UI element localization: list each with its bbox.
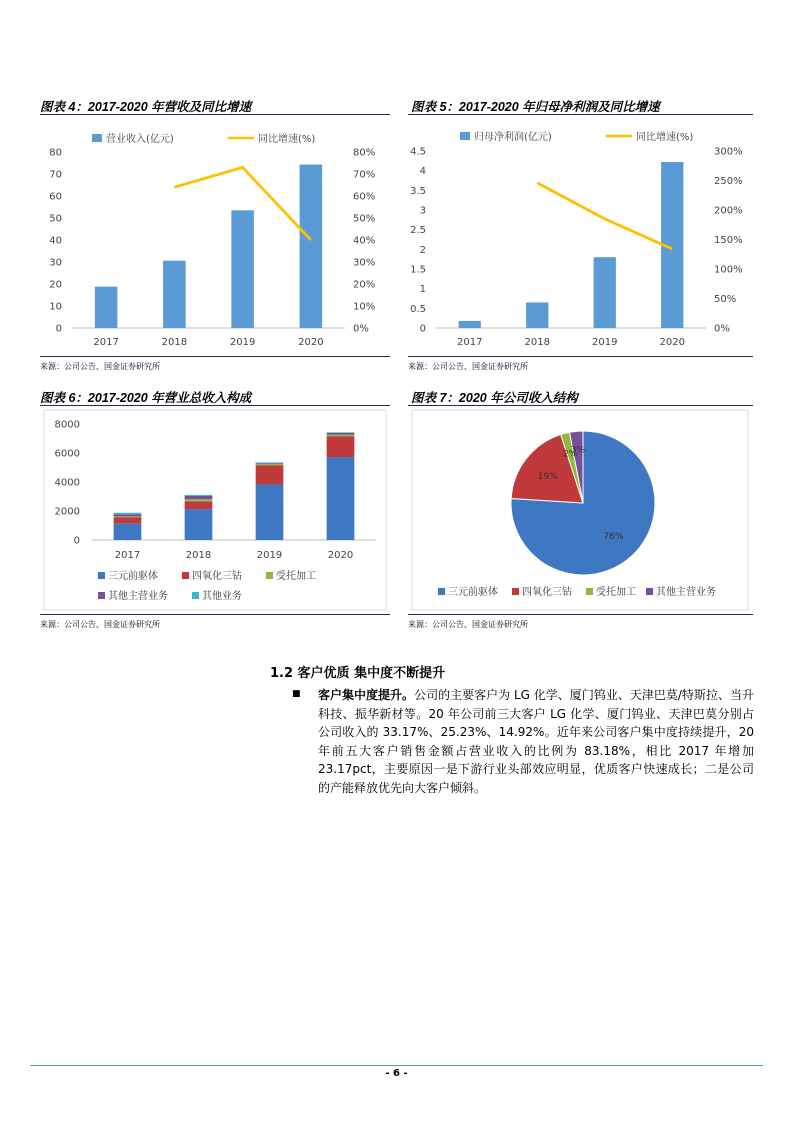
fig6-legend-swatch: [98, 572, 105, 579]
fig6-segment: [256, 462, 284, 463]
fig6-segment: [114, 523, 142, 540]
fig4-yleft-tick: 10: [49, 301, 62, 313]
fig6-legend-label: 四氧化三钴: [192, 571, 242, 582]
fig6-legend-label: 受托加工: [276, 571, 316, 582]
fig4-bar: [95, 287, 118, 328]
fig6-segment: [256, 465, 284, 484]
paragraph-body: 公司的主要客户为 LG 化学、厦门钨业、天津巴莫/特斯拉、当升科技、振华新材等。20 年公司前三大客户 LG 化学、厦门钨业、天津巴莫分别占公司收入的 33.17%、25.23%、14.92%。近年来公司客户集中度持续提升，20 年前五大客户销售金额占营业收入的比例为 83.18%，相比 2017 年增加 23.17pct，主要原因一是下游行业头部效应明显，优质客户快速成长；二是公司的产能释放优先向大客户倾斜。: [318, 688, 754, 795]
fig4-yright-tick: 50%: [353, 213, 376, 225]
fig5-x-tick: 2020: [659, 337, 685, 348]
fig5-yright-tick: 150%: [714, 235, 743, 246]
fig4-yright-tick: 20%: [353, 279, 376, 291]
fig4-top-rule: [40, 114, 390, 115]
fig5-title: 图表 5：2017-2020 年归母净利润及同比增速: [411, 100, 660, 114]
fig6-source: 来源：公司公告、国金证券研究所: [40, 620, 160, 629]
fig5-yright-tick: 50%: [714, 294, 737, 305]
fig6-top-rule: [40, 405, 390, 406]
fig5-yleft-tick: 4.5: [410, 146, 426, 158]
fig5-x-tick: 2017: [457, 337, 483, 348]
fig4-yright-tick: 0%: [353, 323, 369, 335]
fig4-yright-tick: 10%: [353, 301, 376, 313]
fig4-x-tick: 2018: [161, 337, 188, 348]
fig4-x-tick: 2017: [93, 337, 119, 348]
fig7-legend-label: 三元前驱体: [448, 587, 498, 598]
fig4-legend-bar: 营业收入(亿元): [106, 134, 174, 145]
fig7-chart: [408, 407, 753, 611]
fig4-yright-tick: 80%: [353, 147, 376, 159]
fig6-legend-label: 三元前驱体: [108, 571, 158, 582]
fig4-bottom-rule: [40, 356, 390, 357]
fig5-chart: [408, 118, 753, 354]
fig7-slice-label: 2%: [562, 449, 578, 460]
fig6-segment: [327, 432, 355, 433]
fig7-legend-label: 受托加工: [596, 587, 636, 598]
fig6-x-tick: 2019: [256, 550, 283, 561]
section-heading: 1.2 客户优质 集中度不断提升: [270, 666, 446, 681]
fig5-bar: [526, 302, 548, 328]
fig6-segment: [114, 513, 142, 514]
fig6-legend-swatch: [266, 572, 273, 579]
fig4-x-tick: 2020: [298, 337, 324, 348]
fig4-yleft-tick: 0: [55, 323, 62, 335]
fig7-top-rule: [408, 405, 753, 406]
fig7-slice-label: 3%: [570, 445, 586, 456]
fig5-yleft-tick: 3.5: [410, 185, 426, 197]
fig6-y-tick: 8000: [54, 419, 80, 431]
fig6-legend-swatch: [182, 572, 189, 579]
fig6-segment: [185, 496, 213, 499]
fig4-x-tick: 2019: [229, 337, 256, 348]
bullet-marker: ■: [292, 689, 301, 699]
fig4-yright-tick: 40%: [353, 235, 376, 247]
fig6-segment: [256, 464, 284, 465]
fig4-bar: [300, 165, 323, 328]
fig6-legend-label: 其他业务: [202, 591, 242, 602]
fig6-x-tick: 2020: [327, 550, 354, 561]
fig4-legend-line: 同比增速(%): [258, 134, 316, 145]
fig7-bottom-rule: [408, 614, 753, 615]
fig5-yright-tick: 300%: [714, 146, 743, 158]
fig5-legend-line: 同比增速(%): [636, 132, 694, 143]
fig6-segment: [327, 435, 355, 437]
fig7-source: 来源：公司公告、国金证券研究所: [408, 620, 528, 629]
footer-rule: [30, 1065, 763, 1066]
fig5-top-rule: [408, 114, 753, 115]
fig5-yleft-tick: 3: [419, 205, 426, 217]
fig5-yleft-tick: 0: [419, 323, 426, 335]
fig7-slice-label: 19%: [537, 472, 558, 483]
fig5-bar: [594, 257, 616, 328]
fig6-legend-label: 其他主营业务: [108, 591, 168, 602]
fig5-yleft-tick: 1.5: [410, 264, 426, 276]
fig5-yright-tick: 0%: [714, 323, 730, 335]
fig7-legend-label: 其他主营业务: [656, 587, 716, 598]
fig4-bar: [163, 261, 186, 328]
fig5-x-tick: 2019: [592, 337, 618, 348]
fig7-legend-label: 四氧化三钴: [522, 587, 572, 598]
fig6-bottom-rule: [40, 614, 390, 615]
fig6-segment: [327, 433, 355, 435]
fig5-yright-tick: 100%: [714, 264, 743, 276]
fig6-segment: [327, 457, 355, 540]
fig5-yleft-tick: 0.5: [410, 303, 426, 315]
fig6-x-tick: 2018: [185, 550, 212, 561]
fig5-x-tick: 2018: [524, 337, 550, 348]
fig5-yleft-tick: 4: [419, 166, 426, 178]
fig6-legend-swatch: [192, 592, 199, 599]
fig4-yright-tick: 60%: [353, 191, 376, 203]
fig4-source: 来源：公司公告、国金证券研究所: [40, 362, 160, 371]
fig4-yleft-tick: 20: [49, 279, 62, 291]
fig5-bottom-rule: [408, 356, 753, 357]
fig6-title: 图表 6：2017-2020 年营业总收入构成: [40, 391, 252, 405]
fig7-legend-swatch: [512, 588, 519, 595]
fig6-segment: [114, 517, 142, 523]
fig4-yleft-tick: 40: [49, 235, 62, 247]
fig4-yleft-tick: 70: [49, 169, 62, 181]
fig6-y-tick: 0: [73, 535, 80, 547]
fig5-yleft-tick: 1: [419, 284, 426, 296]
fig5-yright-tick: 200%: [714, 205, 743, 217]
fig4-yright-tick: 70%: [353, 169, 376, 181]
fig6-chart: [40, 407, 390, 611]
fig5-source: 来源：公司公告、国金证券研究所: [408, 362, 528, 371]
fig5-legend-bar: 归母净利润(亿元): [474, 132, 552, 143]
fig6-segment: [185, 501, 213, 509]
fig4-yleft-tick: 60: [49, 191, 62, 203]
fig5-bar: [459, 321, 481, 328]
fig7-legend-swatch: [438, 588, 445, 595]
fig6-segment: [185, 509, 213, 540]
fig6-segment: [256, 484, 284, 540]
fig5-yright-tick: 250%: [714, 176, 743, 187]
fig5-yleft-tick: 2.5: [410, 225, 426, 237]
fig7-legend-swatch: [646, 588, 653, 595]
fig4-yleft-tick: 30: [49, 257, 62, 269]
fig6-segment: [185, 499, 213, 501]
fig5-growth-line: [537, 183, 672, 249]
fig6-x-tick: 2017: [114, 550, 141, 561]
fig4-yright-tick: 30%: [353, 257, 376, 269]
section-paragraph: [318, 686, 754, 797]
fig4-yleft-tick: 80: [49, 147, 62, 159]
fig6-segment: [185, 495, 213, 496]
fig6-legend-swatch: [98, 592, 105, 599]
fig7-title: 图表 7：2020 年公司收入结构: [411, 391, 578, 405]
fig6-segment: [114, 516, 142, 517]
fig7-legend-swatch: [586, 588, 593, 595]
fig6-y-tick: 4000: [54, 477, 80, 489]
fig6-y-tick: 2000: [54, 506, 80, 518]
fig6-y-tick: 6000: [54, 448, 80, 460]
paragraph-lead: 客户集中度提升。: [318, 688, 415, 702]
fig5-yleft-tick: 2: [419, 244, 426, 256]
fig4-yleft-tick: 50: [49, 213, 62, 225]
fig4-chart: [40, 118, 390, 354]
page-number: - 6 -: [385, 1068, 408, 1079]
fig6-segment: [256, 463, 284, 464]
fig7-slice-label: 76%: [603, 532, 624, 543]
fig6-segment: [327, 436, 355, 457]
fig6-segment: [114, 514, 142, 516]
fig4-title: 图表 4：2017-2020 年营收及同比增速: [40, 100, 252, 114]
fig4-bar: [231, 210, 254, 328]
